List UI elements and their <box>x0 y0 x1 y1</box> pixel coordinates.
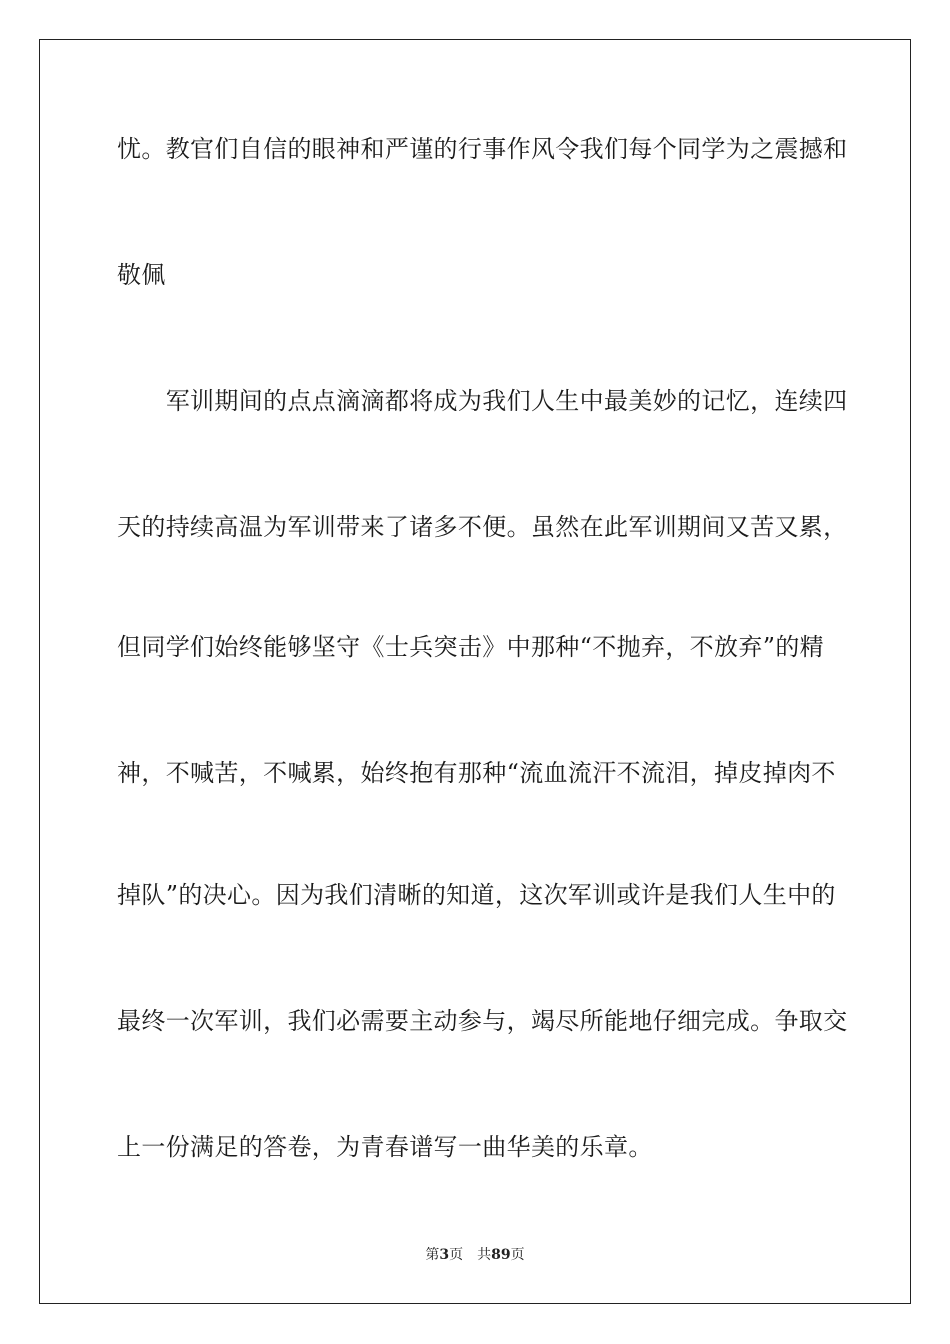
text-line-8: 最终一次军训，我们必需要主动参与，竭尽所能地仔细完成。争取交 <box>117 1007 848 1035</box>
text-line-1: 忧。教官们自信的眼神和严谨的行事作风令我们每个同学为之震撼和 <box>117 135 848 163</box>
text-line-7: 掉队”的决心。因为我们清晰的知道，这次军训或许是我们人生中的 <box>117 881 836 909</box>
total-suffix: 页 <box>510 1247 525 1263</box>
page-prefix: 第 <box>425 1247 440 1263</box>
total-prefix: 共 <box>477 1247 492 1263</box>
text-line-3: 军训期间的点点滴滴都将成为我们人生中最美妙的记忆，连续四 <box>117 387 848 415</box>
text-line-5: 但同学们始终能够坚守《士兵突击》中那种“不抛弃，不放弃”的精 <box>117 633 825 661</box>
text-line-9: 上一份满足的答卷，为青春谱写一曲华美的乐章。 <box>117 1133 653 1161</box>
page-suffix: 页 <box>449 1247 464 1263</box>
text-line-6: 神，不喊苦，不喊累，始终抱有那种“流血流汗不流泪，掉皮掉肉不 <box>117 759 836 787</box>
text-line-2: 敬佩 <box>117 261 166 289</box>
page-border <box>39 39 911 1304</box>
total-pages: 89 <box>491 1247 511 1263</box>
text-line-4: 天的持续高温为军训带来了诸多不便。虽然在此军训期间又苦又累， <box>117 513 848 541</box>
page-footer <box>0 1246 950 1264</box>
page-number: 3 <box>439 1247 450 1263</box>
